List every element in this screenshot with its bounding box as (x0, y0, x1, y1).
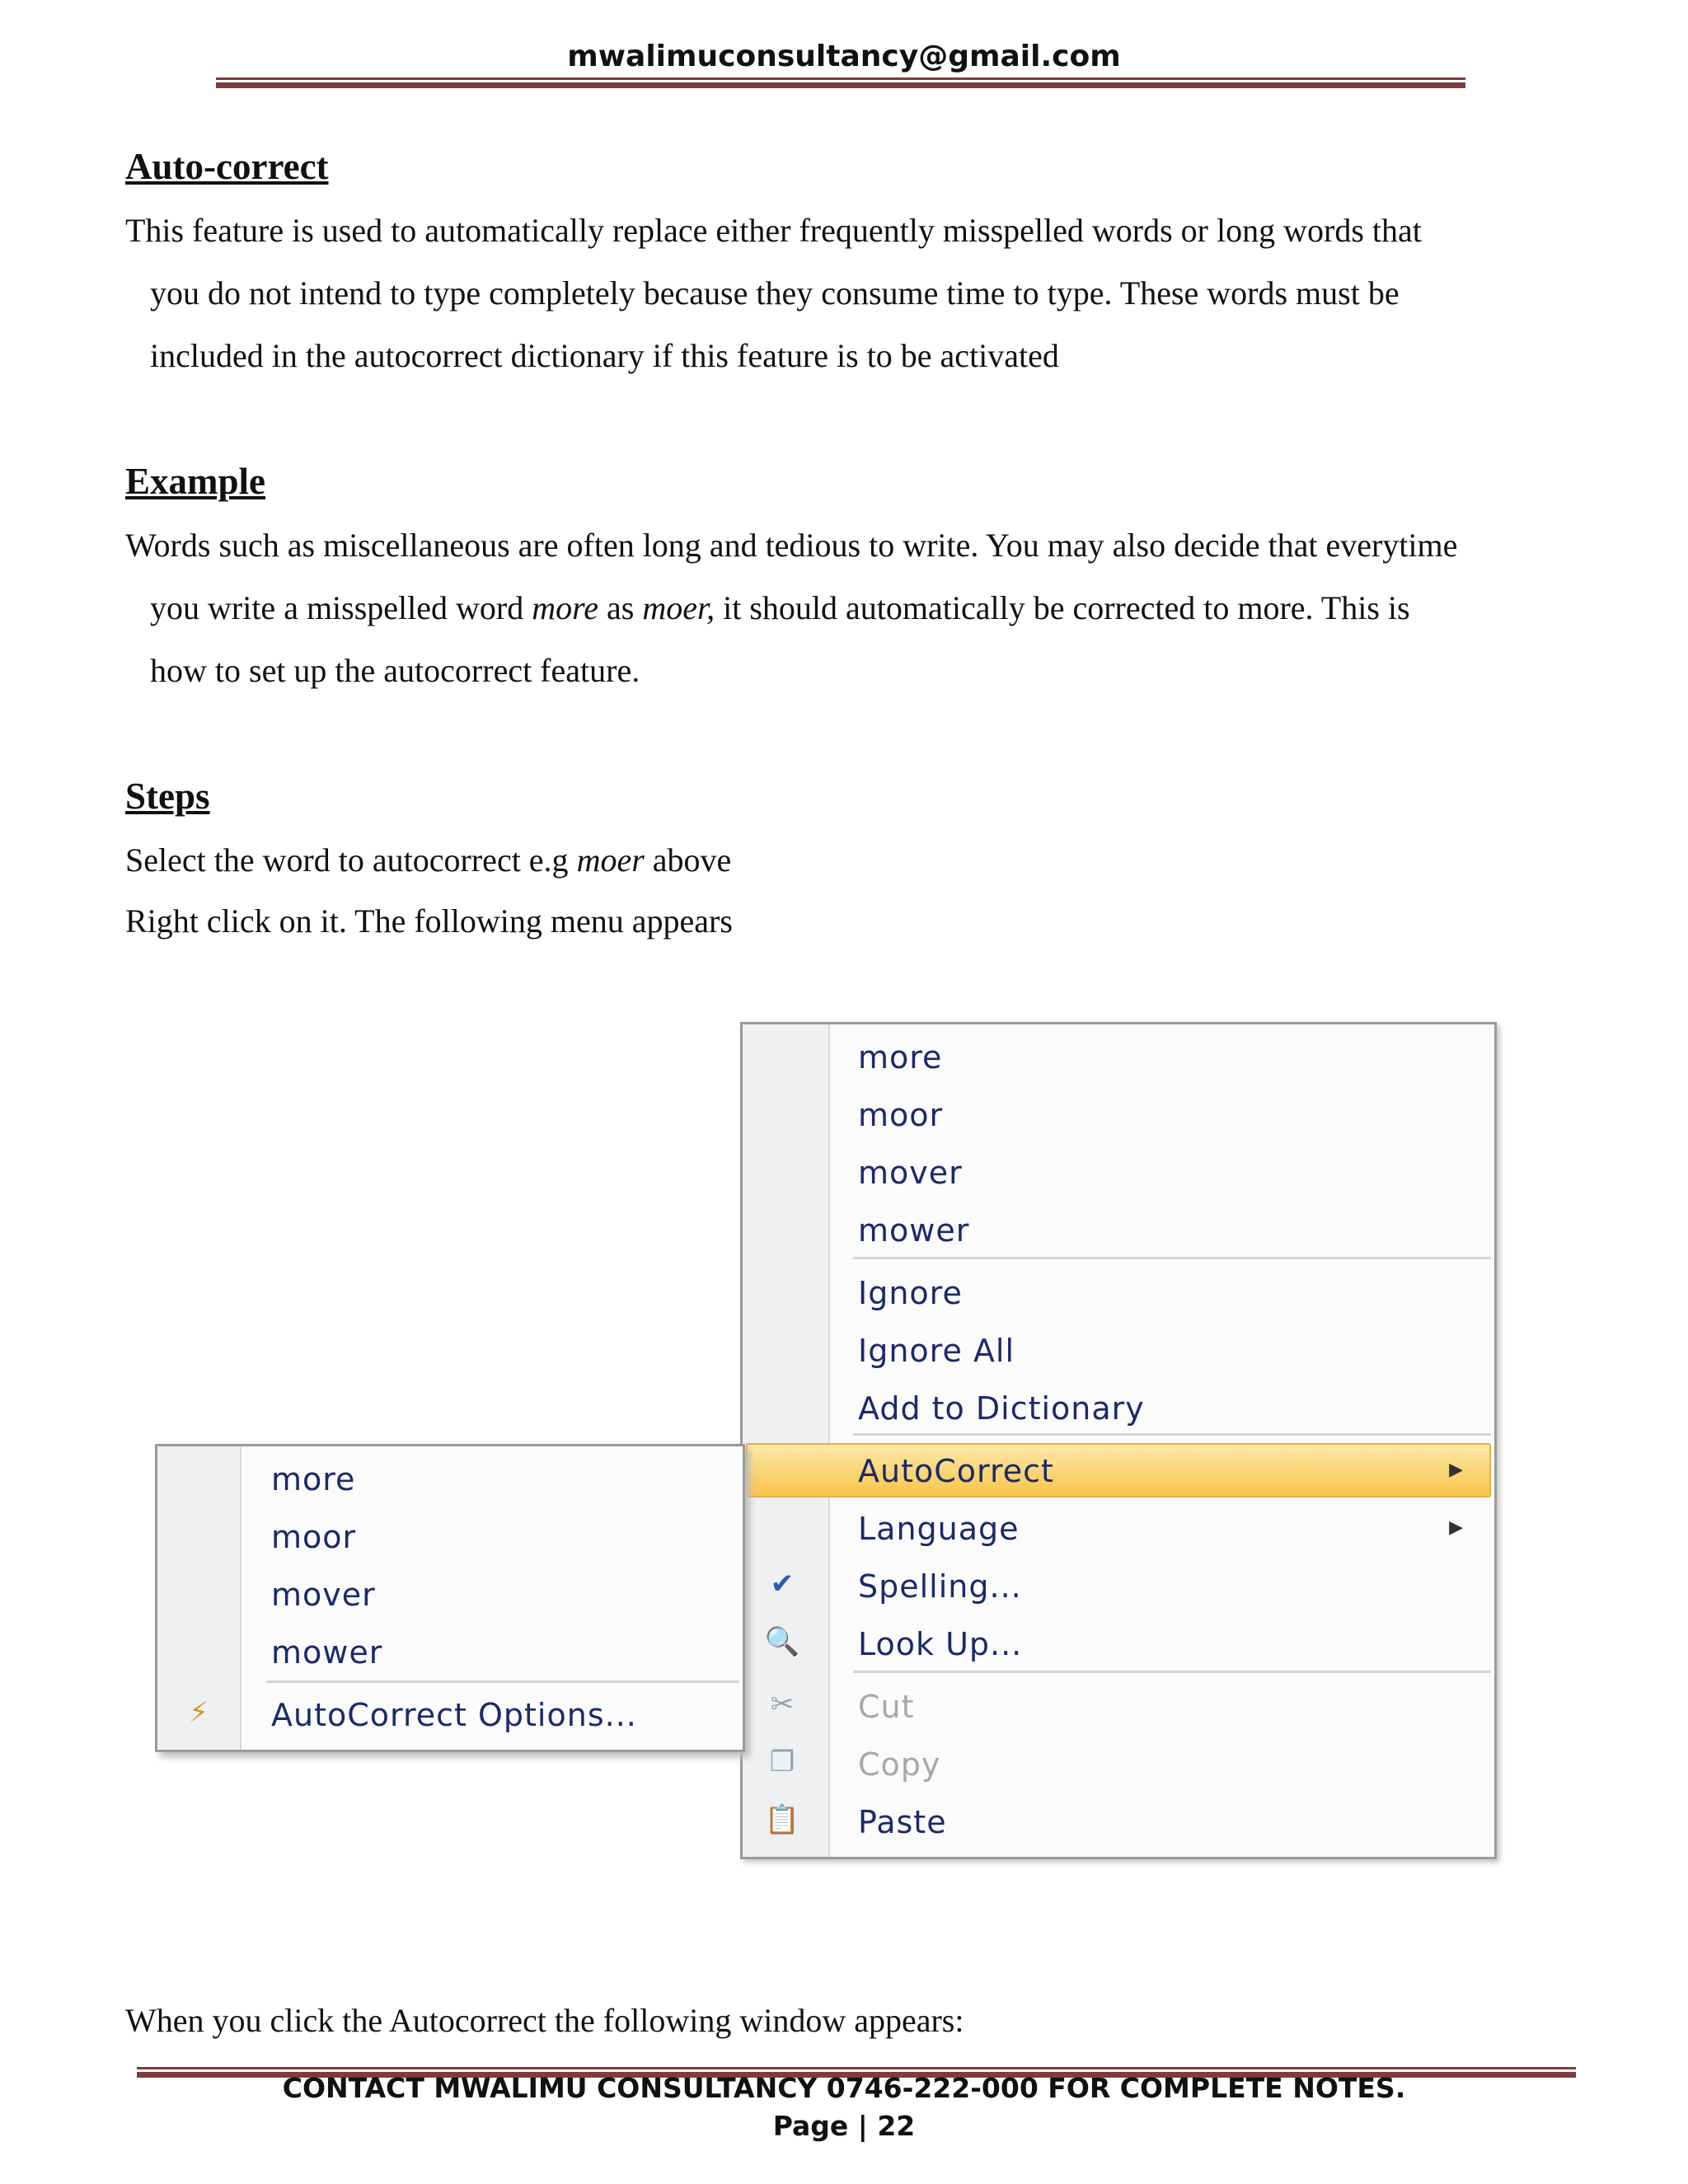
step-1-word: moer (576, 841, 645, 879)
abc-check-icon: ✔ (770, 1568, 795, 1601)
submenu-suggestion-moor[interactable]: moor (271, 1519, 357, 1555)
menu-add-to-dictionary[interactable]: Add to Dictionary (858, 1390, 1145, 1427)
spelling-context-menu (740, 1022, 1497, 1859)
step-2: Right click on it. The following menu appears (125, 902, 733, 940)
submenu-autocorrect-options[interactable]: AutoCorrect Options... (271, 1697, 637, 1733)
lightning-icon: ⚡ (189, 1696, 209, 1729)
footer-contact: CONTACT MWALIMU CONSULTANCY 0746-222-000 FOR COMPLETE NOTES. (282, 2072, 1406, 2104)
example-line-2 (125, 577, 1528, 640)
submenu-separator (266, 1680, 739, 1683)
autocorrect-paragraph (125, 199, 1528, 387)
submenu-arrow-icon: ▶ (1449, 1460, 1463, 1480)
copy-pages-icon: ❐ (769, 1746, 795, 1779)
autocorrect-line-1: This feature is used to automatically replace either frequently misspelled words or long words that (125, 212, 1422, 249)
menu-ignore[interactable]: Ignore (858, 1275, 963, 1311)
menu-language[interactable]: Language (858, 1511, 1020, 1547)
menu-paste[interactable]: Paste (858, 1804, 947, 1840)
menu-suggestion-more[interactable]: more (858, 1039, 943, 1076)
menu-spelling[interactable]: Spelling... (858, 1568, 1022, 1605)
header-email: mwalimuconsultancy@gmail.com (567, 40, 1121, 73)
example-line-2-c: it should automatically be corrected to more. This is (715, 589, 1410, 626)
menu-separator (853, 1671, 1491, 1673)
autocorrect-line-3: included in the autocorrect dictionary if this feature is to be activated (150, 337, 1059, 374)
menu-suggestion-mower[interactable]: mower (858, 1212, 970, 1249)
menu-cut: Cut (858, 1689, 915, 1725)
menu-suggestion-mover[interactable]: mover (858, 1155, 963, 1191)
menu-ignore-all[interactable]: Ignore All (858, 1333, 1015, 1369)
clipboard-icon: 📋 (764, 1803, 800, 1836)
autocorrect-heading: Auto-correct (125, 146, 329, 187)
autocorrect-line-2: you do not intend to type completely because they consume time to type. These words must be (150, 274, 1400, 312)
menu-autocorrect[interactable]: AutoCorrect (858, 1453, 1054, 1489)
menu-look-up[interactable]: Look Up... (858, 1626, 1023, 1662)
step-1-b: above (644, 841, 732, 879)
submenu-arrow-icon: ▶ (1449, 1517, 1463, 1538)
menu-icon-gutter (743, 1024, 830, 1857)
step-1 (125, 841, 731, 879)
example-word-moer: moer, (642, 589, 715, 626)
menu-copy: Copy (858, 1746, 941, 1783)
example-line-2-b: as (598, 589, 643, 626)
after-menu-text: When you click the Autocorrect the following window appears: (125, 2002, 964, 2039)
menu-separator (853, 1433, 1491, 1436)
footer-page-number: Page | 22 (772, 2110, 916, 2142)
submenu-suggestion-mower[interactable]: mower (271, 1634, 383, 1671)
submenu-suggestion-more[interactable]: more (271, 1461, 356, 1497)
example-line-3: how to set up the autocorrect feature. (150, 652, 640, 689)
scissors-icon: ✂ (770, 1688, 795, 1721)
research-book-icon: 🔍 (764, 1625, 800, 1658)
example-line-2-a: you write a misspelled word (150, 589, 532, 626)
example-word-more: more (532, 589, 598, 626)
header-rule (216, 77, 1465, 88)
autocorrect-submenu (155, 1444, 745, 1752)
menu-suggestion-moor[interactable]: moor (858, 1097, 944, 1133)
menu-separator (853, 1257, 1491, 1259)
example-line-1: Words such as miscellaneous are often long and tedious to write. You may also decide that everytime (125, 527, 1458, 564)
steps-heading: Steps (125, 776, 210, 817)
example-paragraph (125, 514, 1528, 702)
submenu-suggestion-mover[interactable]: mover (271, 1577, 376, 1613)
step-1-a: Select the word to autocorrect e.g (125, 841, 577, 879)
example-heading: Example (125, 461, 266, 502)
